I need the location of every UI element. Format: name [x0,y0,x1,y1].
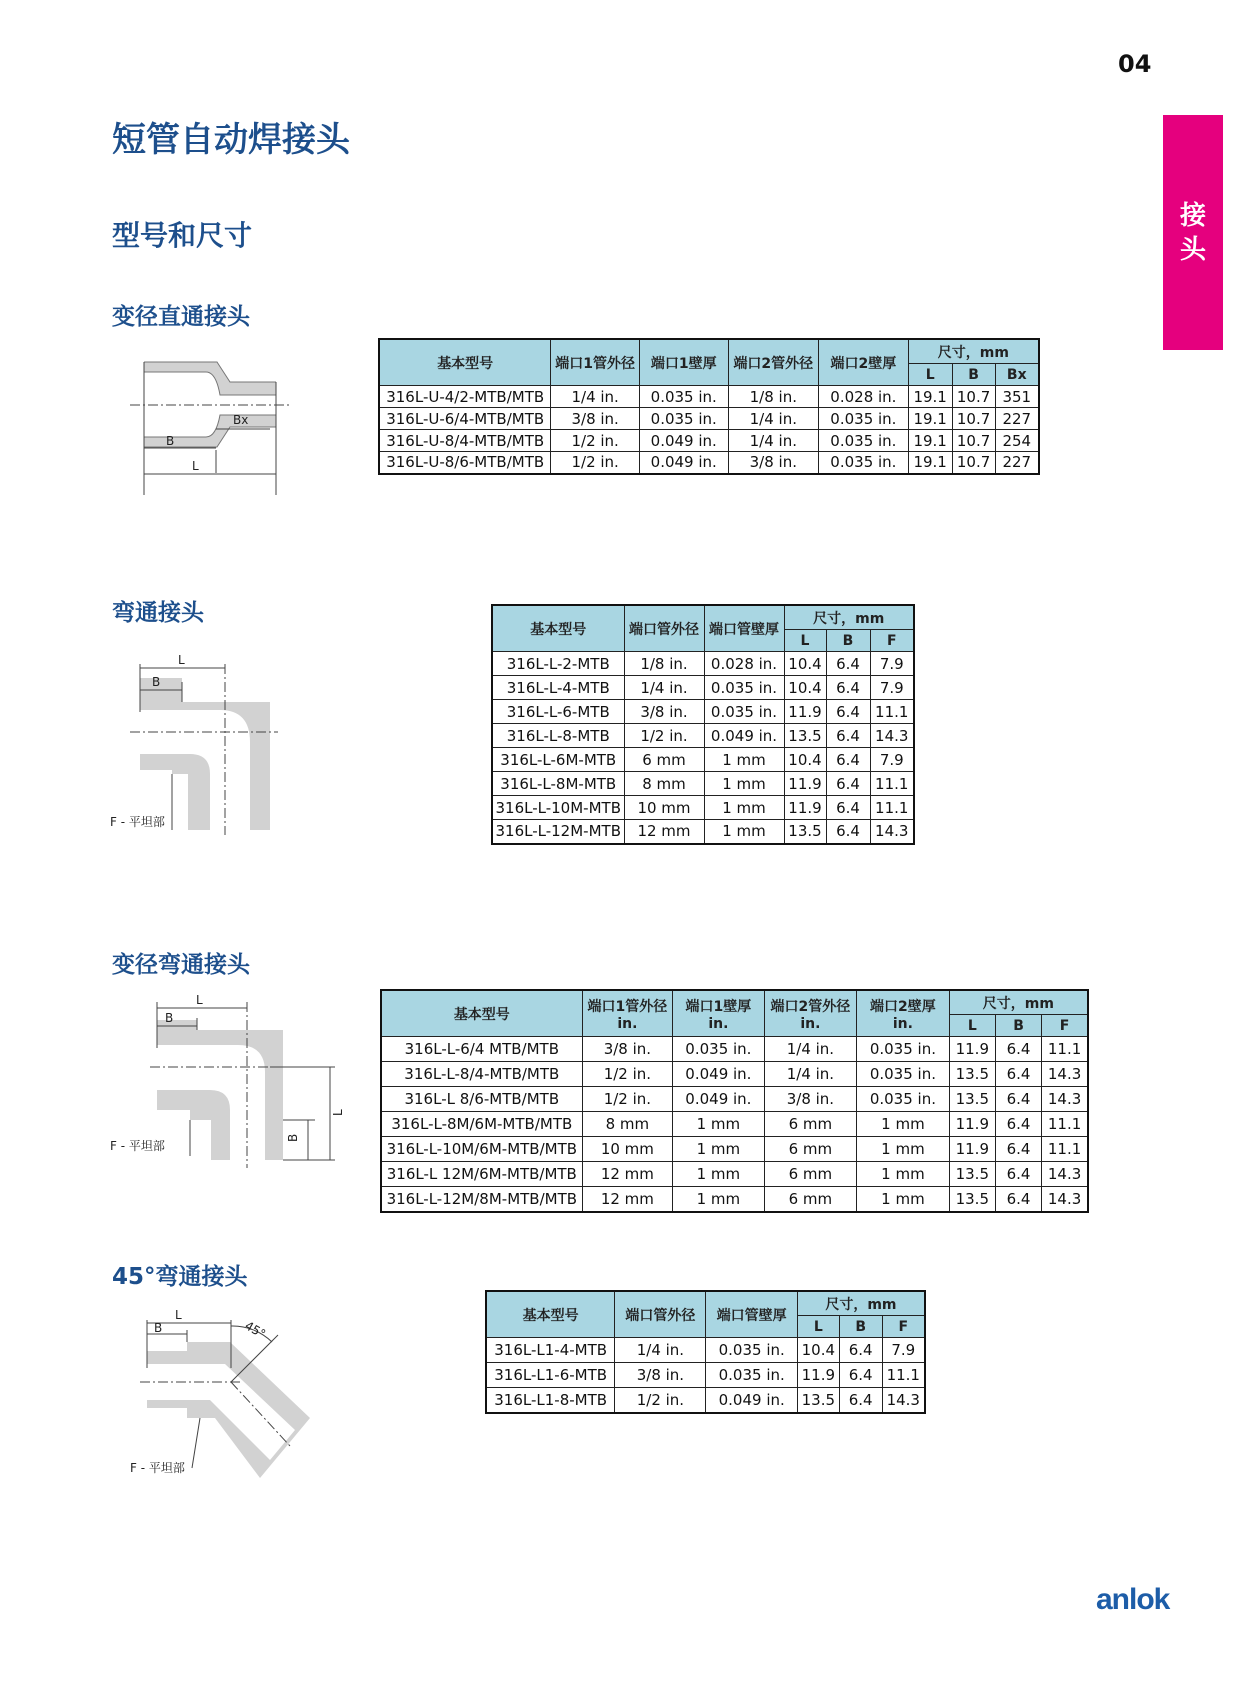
cell-b: 6.4 [839,1388,882,1413]
cell-b: 6.4 [995,1037,1041,1062]
cell-b: 6.4 [826,748,870,772]
table-row [486,1388,925,1413]
cell-f: 11.1 [1042,1112,1088,1137]
cell-l: 13.5 [949,1162,995,1187]
header-port2-od-unit: in. [800,1015,821,1032]
cell-b: 10.7 [952,408,995,430]
cell-port2-wall: 0.035 in. [819,408,909,430]
header-port-od: 端口管外径 [615,1291,706,1338]
header-dim-f: F [1042,1015,1088,1037]
side-tab-char-1: 接 [1179,200,1206,231]
cell-f: 14.3 [1042,1187,1088,1212]
section-title-elbow: 弯通接头 [112,600,204,626]
cell-model: 316L-L-10M-MTB [492,796,624,820]
cell-model: 316L-L-12M/8M-MTB/MTB [381,1187,582,1212]
cell-model: 316L-L1-4-MTB [486,1338,615,1363]
cell-port2-od: 6 mm [764,1112,857,1137]
header-port2-wall [857,990,950,1037]
cell-port1-od: 3/8 in. [582,1037,673,1062]
cell-b: 6.4 [826,700,870,724]
cell-port-od: 3/8 in. [615,1363,706,1388]
cell-port2-wall: 1 mm [857,1162,950,1187]
label-l: L [175,1308,182,1322]
label-f: F - 平坦部 [110,1139,165,1153]
cell-model: 316L-L 8/6-MTB/MTB [381,1087,582,1112]
cell-f: 11.1 [1042,1037,1088,1062]
cell-port-od: 12 mm [624,820,704,844]
cell-port1-od: 12 mm [582,1162,673,1187]
cell-port-wall: 1 mm [704,820,784,844]
cell-port-od: 8 mm [624,772,704,796]
label-b: B [166,434,175,448]
cell-l: 11.9 [797,1363,839,1388]
cell-b: 6.4 [826,772,870,796]
cell-f: 11.1 [870,700,914,724]
cell-f: 11.1 [882,1363,925,1388]
section-title-reducing-elbow: 变径弯通接头 [112,952,250,978]
cell-l: 11.9 [949,1037,995,1062]
cell-port-wall: 0.028 in. [704,652,784,676]
cell-b: 6.4 [995,1187,1041,1212]
cell-l: 13.5 [949,1187,995,1212]
cell-port-wall: 0.049 in. [704,724,784,748]
section-title-reducer-union: 变径直通接头 [112,304,250,330]
cell-model: 316L-U-4/2-MTB/MTB [379,386,551,408]
cell-l: 11.9 [949,1112,995,1137]
header-port2-od: 端口2管外径 [728,339,819,386]
cell-port1-od: 3/8 in. [551,408,640,430]
page-number: 04 [1118,50,1152,78]
cell-port2-od: 1/4 in. [728,408,819,430]
cell-port2-od: 3/8 in. [728,452,819,474]
cell-b: 6.4 [839,1363,882,1388]
table-row [492,700,914,724]
table-row [492,676,914,700]
cell-l: 19.1 [908,430,952,452]
header-port1-od: 端口1管外径 [551,339,640,386]
cell-port2-od: 1/4 in. [764,1037,857,1062]
header-dim-bx: Bx [995,364,1039,386]
cell-port2-od: 1/4 in. [728,430,819,452]
label-b-top: B [165,1011,174,1025]
header-port1-wall [673,990,765,1037]
cell-f: 7.9 [870,748,914,772]
cell-f: 11.1 [870,772,914,796]
header-port1-od [582,990,673,1037]
cell-port-od: 6 mm [624,748,704,772]
header-model: 基本型号 [379,339,551,386]
header-dim-b: B [826,630,870,652]
cell-port1-wall: 0.049 in. [673,1062,765,1087]
header-dim-b: B [952,364,995,386]
header-port1-od-unit: in. [617,1015,638,1032]
cell-port-wall: 1 mm [704,796,784,820]
header-dimensions: 尺寸，mm [949,990,1088,1015]
cell-port1-od: 1/2 in. [551,452,640,474]
brand-logo: anlok [1096,1583,1170,1616]
cell-port-od: 10 mm [624,796,704,820]
cell-l: 10.4 [784,652,826,676]
cell-port1-od: 12 mm [582,1187,673,1212]
cell-port-wall: 0.049 in. [706,1388,797,1413]
cell-l: 13.5 [949,1062,995,1087]
table-row [492,796,914,820]
cell-model: 316L-L-8-MTB [492,724,624,748]
cell-port1-od: 1/2 in. [582,1087,673,1112]
cell-l: 10.4 [784,748,826,772]
cell-model: 316L-L1-8-MTB [486,1388,615,1413]
cell-b: 10.7 [952,386,995,408]
header-dim-l: L [784,630,826,652]
label-f: F - 平坦部 [130,1461,185,1475]
cell-bx: 227 [995,452,1039,474]
label-l: L [178,653,185,667]
table-row [492,724,914,748]
header-port1-wall: 端口1壁厚 [639,339,728,386]
cell-port1-wall: 0.049 in. [673,1087,765,1112]
cell-b: 6.4 [826,796,870,820]
header-model: 基本型号 [381,990,582,1037]
table-row [381,1037,1088,1062]
cell-model: 316L-U-6/4-MTB/MTB [379,408,551,430]
label-b-right: B [286,1133,300,1142]
cell-l: 13.5 [797,1388,839,1413]
label-l-right: L [331,1109,345,1116]
cell-port-od: 1/2 in. [624,724,704,748]
label-b: B [154,1321,163,1335]
cell-l: 10.4 [784,676,826,700]
cell-port1-wall: 0.035 in. [639,408,728,430]
table-row [492,820,914,844]
cell-port1-wall: 1 mm [673,1187,765,1212]
cell-port1-od: 1/2 in. [551,430,640,452]
cell-b: 6.4 [995,1112,1041,1137]
cell-l: 10.4 [797,1338,839,1363]
cell-b: 6.4 [826,652,870,676]
cell-model: 316L-L1-6-MTB [486,1363,615,1388]
cell-l: 11.9 [784,700,826,724]
cell-l: 13.5 [784,820,826,844]
cell-l: 11.9 [949,1137,995,1162]
cell-model: 316L-L-8/4-MTB/MTB [381,1062,582,1087]
header-port2-od-label: 端口2管外径 [770,998,851,1015]
table-row [492,748,914,772]
elbow-45-diagram [130,1308,330,1488]
cell-model: 316L-L-12M-MTB [492,820,624,844]
cell-port2-od: 6 mm [764,1137,857,1162]
table-row [379,408,1039,430]
cell-l: 19.1 [908,452,952,474]
cell-bx: 227 [995,408,1039,430]
label-f: F - 平坦部 [110,815,165,829]
elbow-45-table [485,1290,926,1414]
reducer-union-diagram [130,355,290,505]
cell-f: 11.1 [1042,1137,1088,1162]
cell-port2-wall: 0.035 in. [857,1087,950,1112]
header-model: 基本型号 [486,1291,615,1338]
elbow-table [491,604,915,845]
header-port2-wall-unit: in. [892,1015,913,1032]
reducing-elbow-diagram [110,990,350,1170]
table-row [381,1187,1088,1212]
cell-port2-wall: 0.028 in. [819,386,909,408]
cell-b: 10.7 [952,430,995,452]
page-title: 短管自动焊接头 [112,120,350,160]
header-dim-l: L [949,1015,995,1037]
cell-port2-wall: 1 mm [857,1112,950,1137]
cell-model: 316L-L 12M/6M-MTB/MTB [381,1162,582,1187]
header-port-od: 端口管外径 [624,605,704,652]
cell-f: 7.9 [870,676,914,700]
cell-model: 316L-L-8M/6M-MTB/MTB [381,1112,582,1137]
header-model: 基本型号 [492,605,624,652]
label-bx: Bx [233,413,249,427]
cell-bx: 254 [995,430,1039,452]
label-l-top: L [196,993,203,1007]
header-dim-f: F [882,1316,925,1338]
cell-port-od: 1/4 in. [615,1338,706,1363]
cell-model: 316L-U-8/4-MTB/MTB [379,430,551,452]
header-port2-wall: 端口2壁厚 [819,339,909,386]
header-port1-wall-unit: in. [708,1015,729,1032]
header-port2-od [764,990,857,1037]
cell-bx: 351 [995,386,1039,408]
cell-port1-od: 10 mm [582,1137,673,1162]
cell-f: 14.3 [1042,1162,1088,1187]
cell-port-wall: 0.035 in. [706,1363,797,1388]
elbow-diagram [110,652,280,837]
header-dimensions: 尺寸，mm [784,605,914,630]
table-row [381,1162,1088,1187]
header-dim-f: F [870,630,914,652]
header-port1-wall-label: 端口1壁厚 [685,998,752,1015]
table-row [381,1137,1088,1162]
cell-port1-wall: 0.035 in. [639,386,728,408]
label-l: L [192,459,199,473]
cell-port-wall: 0.035 in. [706,1338,797,1363]
table-row [381,1112,1088,1137]
cell-port2-wall: 1 mm [857,1137,950,1162]
table-row [492,772,914,796]
cell-port2-wall: 0.035 in. [857,1062,950,1087]
cell-port1-wall: 1 mm [673,1137,765,1162]
table-row [379,386,1039,408]
cell-b: 6.4 [826,724,870,748]
header-dim-l: L [797,1316,839,1338]
cell-port1-wall: 1 mm [673,1112,765,1137]
cell-b: 6.4 [839,1338,882,1363]
cell-port-od: 1/2 in. [615,1388,706,1413]
table-row [381,1087,1088,1112]
cell-b: 6.4 [995,1087,1041,1112]
cell-b: 6.4 [995,1062,1041,1087]
reducer-union-table [378,338,1040,475]
cell-port2-od: 6 mm [764,1187,857,1212]
cell-port2-od: 1/8 in. [728,386,819,408]
cell-model: 316L-L-8M-MTB [492,772,624,796]
side-tab-char-2: 头 [1179,234,1206,265]
side-tab [1163,115,1223,350]
cell-port-wall: 1 mm [704,772,784,796]
table-row [486,1363,925,1388]
cell-port2-od: 3/8 in. [764,1087,857,1112]
cell-port-od: 3/8 in. [624,700,704,724]
header-dim-b: B [839,1316,882,1338]
cell-b: 6.4 [995,1162,1041,1187]
cell-port2-od: 1/4 in. [764,1062,857,1087]
page-subtitle: 型号和尺寸 [112,219,253,252]
cell-port1-wall: 0.049 in. [639,452,728,474]
cell-l: 19.1 [908,408,952,430]
cell-model: 316L-U-8/6-MTB/MTB [379,452,551,474]
cell-b: 10.7 [952,452,995,474]
header-port1-od-label: 端口1管外径 [587,998,668,1015]
reducing-elbow-table [380,989,1089,1213]
header-port-wall: 端口管壁厚 [706,1291,797,1338]
cell-port-od: 1/8 in. [624,652,704,676]
cell-f: 14.3 [882,1388,925,1413]
cell-l: 13.5 [949,1087,995,1112]
cell-f: 11.1 [870,796,914,820]
cell-model: 316L-L-10M/6M-MTB/MTB [381,1137,582,1162]
cell-f: 14.3 [870,820,914,844]
cell-f: 7.9 [882,1338,925,1363]
cell-port-wall: 1 mm [704,748,784,772]
cell-model: 316L-L-2-MTB [492,652,624,676]
cell-l: 11.9 [784,772,826,796]
table-row [379,452,1039,474]
f-leader [192,1418,200,1468]
cell-port2-od: 6 mm [764,1162,857,1187]
section-title-45-elbow: 45°弯通接头 [112,1264,248,1290]
label-angle: 45° [242,1318,268,1342]
cell-f: 14.3 [870,724,914,748]
cell-l: 11.9 [784,796,826,820]
label-b: B [152,675,161,689]
table-row [486,1338,925,1363]
header-dimensions: 尺寸，mm [797,1291,925,1316]
cell-port1-wall: 0.035 in. [673,1037,765,1062]
header-port-wall: 端口管壁厚 [704,605,784,652]
cell-port2-wall: 0.035 in. [819,430,909,452]
cell-l: 13.5 [784,724,826,748]
header-port2-wall-label: 端口2壁厚 [870,998,936,1015]
cell-b: 6.4 [995,1137,1041,1162]
cell-port1-wall: 0.049 in. [639,430,728,452]
header-dimensions: 尺寸，mm [908,339,1039,364]
cell-model: 316L-L-4-MTB [492,676,624,700]
cell-f: 7.9 [870,652,914,676]
cell-port-od: 1/4 in. [624,676,704,700]
table-row [492,652,914,676]
cell-f: 14.3 [1042,1062,1088,1087]
cell-model: 316L-L-6M-MTB [492,748,624,772]
header-dim-l: L [908,364,952,386]
cell-model: 316L-L-6/4 MTB/MTB [381,1037,582,1062]
table-row [379,430,1039,452]
cell-port-wall: 0.035 in. [704,700,784,724]
header-dim-b: B [995,1015,1041,1037]
cell-port1-od: 8 mm [582,1112,673,1137]
cell-model: 316L-L-6-MTB [492,700,624,724]
cell-port2-wall: 0.035 in. [819,452,909,474]
cell-b: 6.4 [826,820,870,844]
table-row [381,1062,1088,1087]
cell-port1-od: 1/4 in. [551,386,640,408]
cell-port2-wall: 0.035 in. [857,1037,950,1062]
cell-port1-wall: 1 mm [673,1162,765,1187]
cell-port2-wall: 1 mm [857,1187,950,1212]
cell-port-wall: 0.035 in. [704,676,784,700]
cell-b: 6.4 [826,676,870,700]
cell-f: 14.3 [1042,1087,1088,1112]
cell-l: 19.1 [908,386,952,408]
cell-port1-od: 1/2 in. [582,1062,673,1087]
